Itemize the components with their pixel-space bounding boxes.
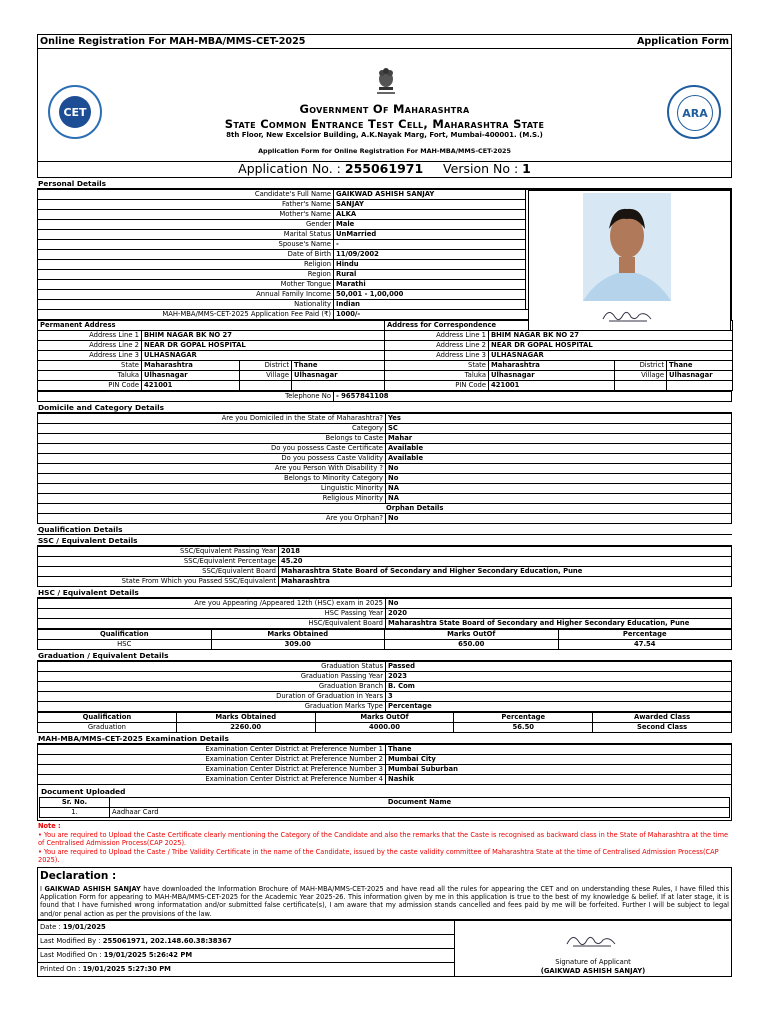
- perm-district: Thane: [292, 361, 385, 371]
- ssc-value: Maharashtra: [279, 577, 732, 587]
- hsc-row: [38, 619, 732, 629]
- perm-address-line3: ULHASNAGAR: [142, 351, 385, 361]
- grad-label: Graduation Marks Type: [38, 702, 386, 712]
- grad-marks-cell: Graduation: [38, 723, 177, 733]
- personal-value: -: [334, 240, 526, 250]
- domicile-value: NA: [386, 494, 732, 504]
- exam-label: Examination Center District at Preference Number 4: [38, 775, 386, 785]
- ssc-value: 2018: [279, 547, 732, 557]
- domicile-heading: Domicile and Category Details: [37, 402, 732, 413]
- personal-value: Marathi: [334, 280, 526, 290]
- personal-value: UnMarried: [334, 230, 526, 240]
- domicile-value: Mahar: [386, 434, 732, 444]
- printed-on-row: Printed On : 19/01/2025 5:27:30 PM: [38, 963, 455, 977]
- hsc-label: Are you Appearing /Appeared 12th (HSC) exam in 2025: [38, 599, 386, 609]
- grad-row: [38, 662, 732, 672]
- personal-value: Rural: [334, 270, 526, 280]
- grad-marks-header: Qualification: [38, 713, 177, 723]
- corr-taluka: Ulhasnagar: [489, 371, 615, 381]
- footer-table: [37, 920, 732, 977]
- top-bar: [37, 34, 732, 49]
- ssc-label: SSC/Equivalent Board: [38, 567, 279, 577]
- domicile-row: [38, 424, 732, 434]
- ssc-heading: SSC / Equivalent Details: [37, 535, 732, 546]
- ssc-value: Maharashtra State Board of Secondary and Higher Secondary Education, Pune: [279, 567, 732, 577]
- domicile-label: Are you Domiciled in the State of Maharashtra?: [38, 414, 386, 424]
- form-header: [37, 49, 732, 162]
- last-modified-on-row: Last Modified On : 19/01/2025 5:26:42 PM: [38, 949, 455, 963]
- telephone-value: - 9657841108: [334, 392, 732, 402]
- exam-value: Nashik: [386, 775, 732, 785]
- exam-value: Mumbai City: [386, 755, 732, 765]
- documents-heading: Document Uploaded: [41, 787, 126, 796]
- corr-pin: 421001: [489, 381, 615, 391]
- personal-label: Mother Tongue: [38, 280, 334, 290]
- cell-address: 8th Floor, New Excelsior Building, A.K.Nayak Marg, Fort, Mumbai-400001. (M.S.): [226, 131, 543, 139]
- personal-label: Nationality: [38, 300, 334, 310]
- personal-value: Hindu: [334, 260, 526, 270]
- domicile-value: NA: [386, 484, 732, 494]
- hsc-marks-cell: HSC: [38, 640, 212, 650]
- hsc-marks-cell: 47.54: [558, 640, 732, 650]
- candidate-signature-icon: [599, 305, 659, 327]
- ssc-value: 45.20: [279, 557, 732, 567]
- perm-address-line2: NEAR DR GOPAL HOSPITAL: [142, 341, 385, 351]
- exam-row: [38, 745, 732, 755]
- grad-marks-cell: 56.50: [454, 723, 593, 733]
- corr-district: Thane: [667, 361, 733, 371]
- ssc-row: [38, 567, 732, 577]
- ssc-label: SSC/Equivalent Passing Year: [38, 547, 279, 557]
- corr-village: Ulhasnagar: [667, 371, 733, 381]
- domicile-value: Yes: [386, 414, 732, 424]
- grad-marks-header: Marks Obtained: [176, 713, 315, 723]
- candidate-photo: [528, 190, 731, 331]
- doc-name: Aadhaar Card: [110, 808, 730, 818]
- application-number-bar: Application No. : 255061971 Version No : 1: [37, 162, 732, 178]
- table-row: [40, 808, 730, 818]
- grad-label: Graduation Status: [38, 662, 386, 672]
- government-title: Government Of Maharashtra: [299, 102, 470, 116]
- declaration-heading: Declaration :: [40, 869, 117, 882]
- address-table: Permanent Address Address for Correspondence Address Line 1 BHIM NAGAR BK NO 27 Address Line 1 BHIM NAGAR BK NO 27 Address Line 2 NEAR DR GOPAL HOSPITAL Address Line 2 NEAR DR GOPAL HOSPITAL Address Line 3 ULHASNAGAR Address Line 3 ULHASNAGAR State Maharashtra District Thane State Maharashtra District Thane Taluka Ulhasnagar Village Ulhasnagar Taluka Ulhasnagar Village Ulhasnagar PIN Code 421001 PIN Code 421001: [37, 320, 733, 391]
- signature-label: Signature of Applicant: [555, 958, 631, 967]
- exam-heading: MAH-MBA/MMS-CET-2025 Examination Details: [37, 733, 732, 744]
- telephone-label: Telephone No: [38, 392, 334, 402]
- ssc-label: State From Which you Passed SSC/Equivalent: [38, 577, 279, 587]
- note-heading: Note :: [38, 822, 61, 830]
- personal-label: Candidate's Full Name: [38, 190, 334, 200]
- last-modified-on-value: 19/01/2025 5:26:42 PM: [103, 951, 193, 960]
- grad-marks-cell: Second Class: [593, 723, 732, 733]
- ara-logo: ARA: [667, 85, 721, 139]
- declaration-text: I GAIKWAD ASHISH SANJAY have downloaded the Information Brochure of MAH-MBA/MMS-CET-2025 and have read all the rules for appearing the CET and on understanding these Rules, I have filled this Application Form for appearing to MAH-MBA/MMS-CET-2025 for the Academic Year 2025-26. This information given by me in this application is true to the best of my knowledge & belief. If at later stage, it is found that I have furnished wrong informatation and/or submitted false certificate(s), I am aware that my admission stands cancelled and fees paid by me will be forfeited. Further I will be subject to legal and/or penal action as per the provisions of the law.: [40, 884, 729, 918]
- domicile-label: Religious Minority: [38, 494, 386, 504]
- ssc-row: [38, 577, 732, 587]
- domicile-value: No: [386, 474, 732, 484]
- signature-cell: [455, 921, 732, 977]
- personal-label: Father's Name: [38, 200, 334, 210]
- grad-row: [38, 702, 732, 712]
- hsc-marks-header: Qualification: [38, 630, 212, 640]
- domicile-value: SC: [386, 424, 732, 434]
- doc-sr-header: Sr. No.: [40, 798, 110, 808]
- state-emblem-icon: [373, 65, 399, 97]
- grad-value: 2023: [386, 672, 732, 682]
- cell-title: State Common Entrance Test Cell, Maharashtra State: [224, 117, 545, 131]
- corr-state: Maharashtra: [489, 361, 615, 371]
- domicile-value: Available: [386, 444, 732, 454]
- personal-label: Region: [38, 270, 334, 280]
- domicile-label: Are you Person With Disability ?: [38, 464, 386, 474]
- declaration-section: [37, 867, 732, 921]
- form-registration-title: Online Registration For MAH-MBA/MMS-CET-2025: [40, 36, 306, 47]
- grad-label: Duration of Graduation in Years: [38, 692, 386, 702]
- grad-marks-header: Percentage: [454, 713, 593, 723]
- grad-label: Graduation Passing Year: [38, 672, 386, 682]
- hsc-row: [38, 609, 732, 619]
- date-row: Date : 19/01/2025: [38, 921, 455, 935]
- personal-label: Date of Birth: [38, 250, 334, 260]
- last-modified-by-value: 255061971, 202.148.60.38:38367: [102, 937, 232, 946]
- hsc-label: HSC/Equivalent Board: [38, 619, 386, 629]
- graduation-marks-table: [37, 712, 732, 733]
- ssc-label: SSC/Equivalent Percentage: [38, 557, 279, 567]
- domicile-value: No: [386, 464, 732, 474]
- applicant-signature-icon: [563, 930, 623, 952]
- hsc-heading: HSC / Equivalent Details: [37, 587, 732, 598]
- fee-value: 1000/-: [334, 310, 732, 320]
- grad-value: Percentage: [386, 702, 732, 712]
- exam-row: [38, 765, 732, 775]
- exam-label: Examination Center District at Preference Number 1: [38, 745, 386, 755]
- domicile-row: [38, 444, 732, 454]
- printed-on-value: 19/01/2025 5:27:30 PM: [82, 965, 171, 974]
- personal-label: Religion: [38, 260, 334, 270]
- exam-label: Examination Center District at Preference Number 3: [38, 765, 386, 775]
- grad-row: [38, 682, 732, 692]
- hsc-marks-table: [37, 629, 732, 650]
- fee-label: MAH-MBA/MMS-CET-2025 Application Fee Paid (₹): [38, 310, 334, 320]
- application-number: 255061971: [344, 161, 424, 176]
- domicile-value: Available: [386, 454, 732, 464]
- grad-value: 3: [386, 692, 732, 702]
- personal-value: Male: [334, 220, 526, 230]
- personal-label: Gender: [38, 220, 334, 230]
- orphan-label: Are you Orphan?: [38, 514, 386, 524]
- personal-label: Marital Status: [38, 230, 334, 240]
- exam-value: Mumbai Suburban: [386, 765, 732, 775]
- hsc-marks-cell: 309.00: [211, 640, 385, 650]
- corr-address-line1: BHIM NAGAR BK NO 27: [489, 331, 733, 341]
- orphan-heading: Orphan Details: [38, 504, 732, 514]
- domicile-label: Linguistic Minority: [38, 484, 386, 494]
- date-value: 19/01/2025: [62, 923, 106, 932]
- grad-label: Graduation Branch: [38, 682, 386, 692]
- declaration-name: GAIKWAD ASHISH SANJAY: [44, 884, 141, 893]
- signature-name: (GAIKWAD ASHISH SANJAY): [540, 967, 646, 976]
- personal-value: 11/09/2002: [334, 250, 526, 260]
- doc-sr: 1.: [40, 808, 110, 818]
- grad-marks-cell: 2260.00: [176, 723, 315, 733]
- domicile-row: [38, 474, 732, 484]
- hsc-value: No: [386, 599, 732, 609]
- perm-taluka: Ulhasnagar: [142, 371, 240, 381]
- grad-value: B. Com: [386, 682, 732, 692]
- orphan-value: No: [386, 514, 732, 524]
- cet-cell-logo: CET: [48, 85, 102, 139]
- domicile-label: Do you possess Caste Certificate: [38, 444, 386, 454]
- domicile-row: [38, 414, 732, 424]
- exam-value: Thane: [386, 745, 732, 755]
- documents-table: [39, 797, 730, 818]
- last-modified-by-row: Last Modified By : 255061971, 202.148.60.38:38367: [38, 935, 455, 949]
- personal-value: GAIKWAD ASHISH SANJAY: [334, 190, 526, 200]
- perm-village: Ulhasnagar: [292, 371, 385, 381]
- domicile-label: Do you possess Caste Validity: [38, 454, 386, 464]
- grad-value: Passed: [386, 662, 732, 672]
- documents-section: [37, 785, 732, 821]
- hsc-marks-header: Percentage: [558, 630, 732, 640]
- hsc-marks-cell: 650.00: [385, 640, 559, 650]
- grad-row: [38, 672, 732, 682]
- corr-address-line3: ULHASNAGAR: [489, 351, 733, 361]
- personal-label: Spouse's Name: [38, 240, 334, 250]
- ssc-row: [38, 547, 732, 557]
- domicile-label: Belongs to Caste: [38, 434, 386, 444]
- perm-pin: 421001: [142, 381, 240, 391]
- personal-details-heading: Personal Details: [37, 178, 732, 189]
- exam-row: [38, 775, 732, 785]
- form-subtitle: Application Form for Online Registration For MAH-MBA/MMS-CET-2025: [258, 147, 511, 155]
- hsc-marks-header: Marks OutOf: [385, 630, 559, 640]
- telephone-table: [37, 391, 732, 402]
- perm-address-line1: BHIM NAGAR BK NO 27: [142, 331, 385, 341]
- exam-label: Examination Center District at Preference Number 2: [38, 755, 386, 765]
- personal-value: ALKA: [334, 210, 526, 220]
- personal-value: 50,001 - 1,00,000: [334, 290, 526, 300]
- personal-value: SANJAY: [334, 200, 526, 210]
- domicile-row: [38, 464, 732, 474]
- personal-value: Indian: [334, 300, 526, 310]
- qualification-heading: Qualification Details: [37, 524, 732, 535]
- domicile-table: [37, 413, 732, 524]
- personal-label: Mother's Name: [38, 210, 334, 220]
- hsc-value: Maharashtra State Board of Secondary and Higher Secondary Education, Pune: [386, 619, 732, 629]
- doc-name-header: Document Name: [110, 798, 730, 808]
- domicile-row: [38, 454, 732, 464]
- application-form: [37, 34, 732, 977]
- correspondence-address-heading: Address for Correspondence: [385, 321, 733, 331]
- personal-label: Annual Family Income: [38, 290, 334, 300]
- note-item-2: • You are required to Upload the Caste / Tribe Validity Certificate in the name of the Candidate, issued by the caste validity committee of Maharashtra State at the time of Centralised Admission Process(CAP 2025).: [38, 847, 719, 864]
- graduation-table: [37, 661, 732, 712]
- exam-table: [37, 744, 732, 785]
- ssc-table: [37, 546, 732, 587]
- grad-marks-header: Awarded Class: [593, 713, 732, 723]
- hsc-marks-header: Marks Obtained: [211, 630, 385, 640]
- exam-row: [38, 755, 732, 765]
- application-form-label: Application Form: [636, 36, 729, 47]
- hsc-table: [37, 598, 732, 629]
- perm-state: Maharashtra: [142, 361, 240, 371]
- hsc-row: [38, 599, 732, 609]
- note-item-1: • You are required to Upload the Caste Certificate clearly mentioning the Category of the Candidate and also the remarks that the Caste is recognised as backward class in the State of Maharashtra at the time of Centralised Admission Process(CAP 2025).: [38, 830, 729, 847]
- permanent-address-heading: Permanent Address: [38, 321, 385, 331]
- hsc-label: HSC Passing Year: [38, 609, 386, 619]
- domicile-label: Category: [38, 424, 386, 434]
- corr-address-line2: NEAR DR GOPAL HOSPITAL: [489, 341, 733, 351]
- domicile-row: [38, 494, 732, 504]
- version-number: 1: [522, 161, 531, 176]
- grad-marks-cell: 4000.00: [315, 723, 454, 733]
- domicile-row: [38, 434, 732, 444]
- ssc-row: [38, 557, 732, 567]
- domicile-row: [38, 484, 732, 494]
- grad-marks-header: Marks OutOf: [315, 713, 454, 723]
- hsc-value: 2020: [386, 609, 732, 619]
- grad-row: [38, 692, 732, 702]
- graduation-heading: Graduation / Equivalent Details: [37, 650, 732, 661]
- domicile-label: Belongs to Minority Category: [38, 474, 386, 484]
